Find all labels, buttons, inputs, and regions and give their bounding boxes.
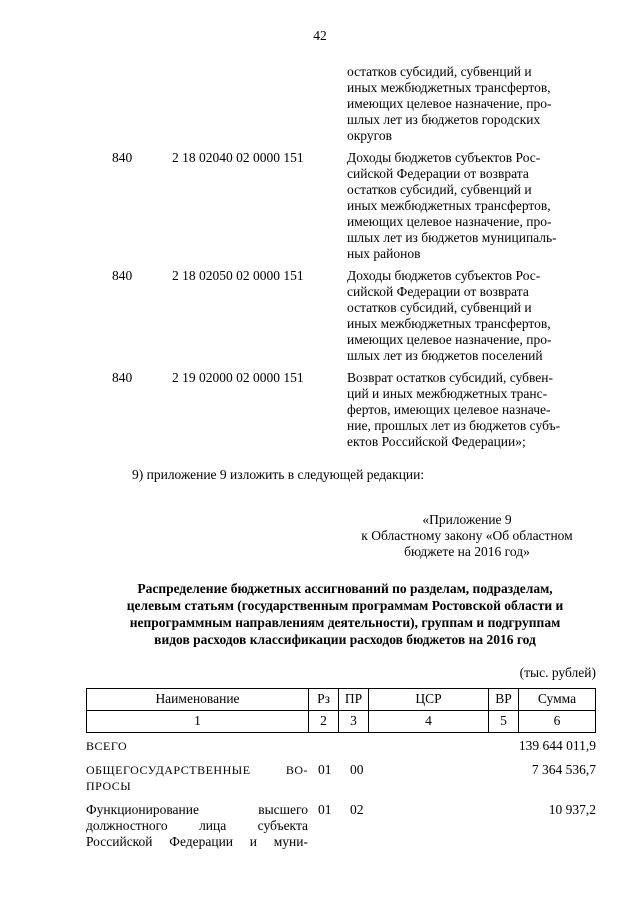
income-codes-table: [112, 64, 592, 456]
table-row: [86, 762, 596, 794]
admin-code: [112, 64, 172, 150]
budget-table-header: [86, 688, 596, 733]
budget-classification-code: [172, 64, 347, 150]
col-number: 6: [519, 711, 596, 733]
admin-code: 840: [112, 150, 133, 165]
income-description: Доходы бюджетов субъектов Рос- сийской Федерации от возврата остатков субсидий, субвенций и иных межбюджетных трансфертов, имеющих целевое назначение, про- шлых лет из бюджетов поселений: [347, 268, 552, 363]
units-label: (тыс. рублей): [519, 665, 596, 680]
col-pr-header: ПР: [339, 689, 369, 711]
row-name: ВСЕГО: [86, 739, 128, 753]
column-number-row: [87, 711, 596, 733]
col-number: 4: [369, 711, 489, 733]
col-sum-header: Сумма: [519, 689, 596, 711]
row-rz: 01: [318, 762, 332, 777]
table-row: [86, 802, 596, 850]
admin-code: 840: [112, 268, 133, 283]
document-title: Распределение бюджетных ассигнований по разделам, подразделам, целевым статьям (государственным программам Ростовской области и непрограммным направлениям деятельности), группам и подгруппам видов расходов классификации расходов бюджетов на 2016 год: [126, 581, 564, 647]
col-name-header: Наименование: [87, 689, 309, 711]
budget-classification-code: 2 19 02000 02 0000 151: [172, 370, 304, 385]
table-row: [112, 268, 592, 370]
col-rz-header: Рз: [309, 689, 339, 711]
income-description: Возврат остатков субсидий, субвен- ций и иных межбюджетных транс- фертов, имеющих целевое назначе- ние, прошлых лет из бюджетов субъ- ектов Российской Федерации»;: [347, 370, 561, 449]
col-number: 1: [87, 711, 309, 733]
page-number: 42: [313, 28, 327, 43]
table-row: [112, 64, 592, 150]
appendix-heading: «Приложение 9 к Областному закону «Об областном бюджете на 2016 год»: [361, 512, 573, 559]
table-row: [112, 150, 592, 268]
col-number: 5: [489, 711, 519, 733]
income-description: остатков субсидий, субвенций и иных межбюджетных трансфертов, имеющих целевое назначение, про- шлых лет из бюджетов городских округов: [347, 64, 552, 143]
row-rz: 01: [318, 802, 332, 817]
row-name: Функционирование высшего должностного лица субъекта Российской Федерации и муни-: [86, 802, 308, 849]
row-sum: 7 364 536,7: [531, 762, 596, 777]
budget-classification-code: 2 18 02040 02 0000 151: [172, 150, 304, 165]
row-pr: 02: [350, 802, 364, 817]
col-number: 3: [339, 711, 369, 733]
admin-code: 840: [112, 370, 133, 385]
col-vr-header: ВР: [489, 689, 519, 711]
row-name: ОБЩЕГОСУДАРСТВЕННЫЕ ВО- ПРОСЫ: [86, 763, 308, 793]
row-sum: 139 644 011,9: [518, 738, 596, 753]
budget-rows: [86, 738, 596, 858]
row-pr: 00: [350, 762, 364, 777]
budget-classification-code: 2 18 02050 02 0000 151: [172, 268, 304, 283]
table-row: [86, 738, 596, 754]
income-description: Доходы бюджетов субъектов Рос- сийской Федерации от возврата остатков субсидий, субвенций и иных межбюджетных трансфертов, имеющих целевое назначение, про- шлых лет из бюджетов муниципаль- ных районов: [347, 150, 557, 261]
col-number: 2: [309, 711, 339, 733]
col-csr-header: ЦСР: [369, 689, 489, 711]
table-row: [112, 370, 592, 456]
header-row: [87, 689, 596, 711]
amendment-paragraph: 9) приложение 9 изложить в следующей редакции:: [132, 467, 425, 482]
row-sum: 10 937,2: [548, 802, 596, 817]
